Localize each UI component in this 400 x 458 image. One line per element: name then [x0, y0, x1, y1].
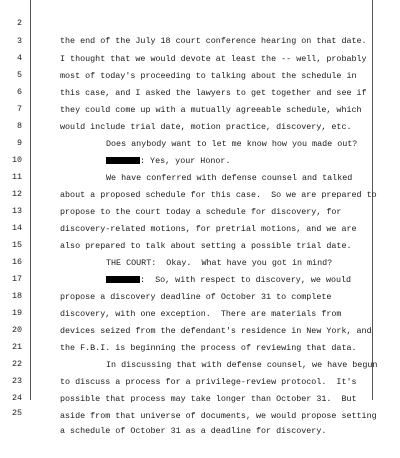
- line-number: 2: [16, 18, 22, 28]
- line-text: the end of the July 18 court conference hearing on that date.: [60, 36, 367, 46]
- line-text: most of today's proceeding to talking about the schedule in: [60, 71, 357, 81]
- line-number: 14: [11, 223, 22, 233]
- speaker-text: : Yes, your Honor.: [140, 156, 231, 166]
- line-number: 13: [11, 206, 22, 216]
- line-number: 19: [11, 308, 22, 318]
- line-text: In discussing that with defense counsel, we have begun: [106, 360, 378, 370]
- line-text: they could come up with a mutually agreeable schedule, which: [60, 105, 362, 115]
- line-number: 9: [16, 138, 22, 148]
- line-text: would include trial date, motion practice, discovery, etc.: [60, 122, 352, 132]
- line-text: aside from that universe of documents, we would propose setting: [60, 411, 377, 421]
- line-text: a schedule of October 31 as a deadline for discovery.: [60, 426, 327, 436]
- line-number: 21: [11, 342, 22, 352]
- line-number: 16: [11, 257, 22, 267]
- line-number: 4: [16, 53, 22, 63]
- line-text: discovery-related motions, for pretrial motions, and we are: [60, 224, 357, 234]
- line-number: 5: [16, 70, 22, 80]
- line-text: also prepared to talk about setting a possible trial date.: [60, 241, 352, 251]
- line-text: this case, and I asked the lawyers to get together and see if: [60, 88, 367, 98]
- line-number: 23: [11, 376, 22, 386]
- line-text: about a proposed schedule for this case. So we are prepared to: [60, 190, 377, 200]
- line-number: 24: [11, 393, 22, 403]
- line-number: 15: [11, 240, 22, 250]
- line-text: devices seized from the defendant's residence in New York, and: [60, 326, 372, 336]
- line-number: 3: [16, 36, 22, 46]
- line-text: THE COURT: Okay. What have you got in mind?: [106, 258, 333, 268]
- transcript-line: [0, 0, 400, 46]
- line-number: 20: [11, 325, 22, 335]
- line-text: to discuss a process for a privilege-review protocol. It's: [60, 377, 357, 387]
- line-text: possible that process may take longer than October 31. But: [60, 394, 357, 404]
- line-number: 12: [11, 189, 22, 199]
- line-text: Does anybody want to let me know how you made out?: [106, 139, 358, 149]
- line-number: 11: [11, 172, 22, 182]
- line-text: I thought that we would devote at least the -- well, probably: [60, 54, 367, 64]
- line-text: discovery, with one exception. There are materials from: [60, 309, 342, 319]
- line-text: the F.B.I. is beginning the process of reviewing that data.: [60, 343, 357, 353]
- speaker-text: : So, with respect to discovery, we would: [140, 275, 352, 285]
- line-number: 7: [16, 104, 22, 114]
- line-number: 18: [11, 291, 22, 301]
- line-number: 25: [11, 408, 22, 418]
- line-number: 22: [11, 359, 22, 369]
- line-number: 6: [16, 87, 22, 97]
- line-number: 10: [11, 155, 22, 165]
- line-number: 17: [11, 274, 22, 284]
- line-text: propose a discovery deadline of October 31 to complete: [60, 292, 332, 302]
- line-text: propose to the court today a schedule for discovery, for: [60, 207, 342, 217]
- line-number: 8: [16, 121, 22, 131]
- line-text: We have conferred with defense counsel and talked: [106, 173, 353, 183]
